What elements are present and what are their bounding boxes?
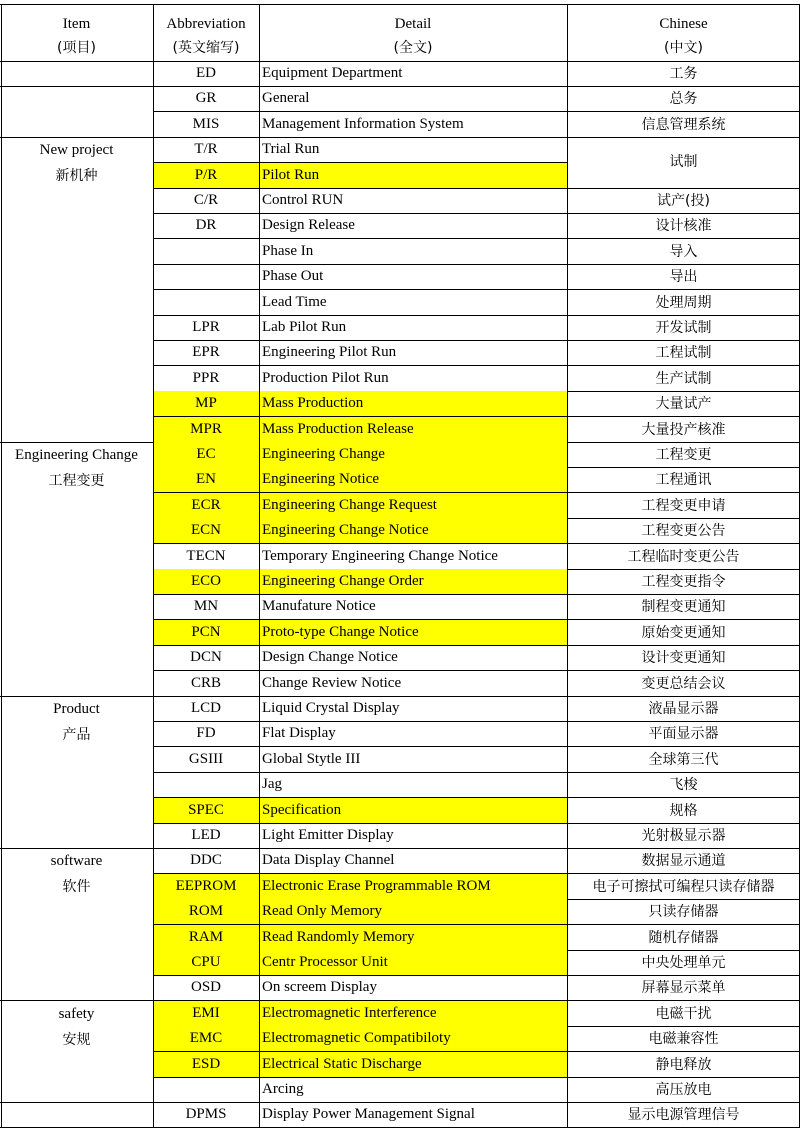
detail-cell: Global Stytle III <box>262 750 361 767</box>
abbreviation-cell: DPMS <box>185 1106 227 1123</box>
abbreviation-cell: TECN <box>186 547 226 564</box>
abbreviation-cell: RAM <box>153 925 259 950</box>
abbreviation-cell: EEPROM <box>153 874 259 899</box>
detail-cell: Data Display Channel <box>262 852 395 869</box>
column-header-en: Detail <box>394 16 432 32</box>
chinese-cell: 生产试制 <box>655 370 712 387</box>
chinese-cell: 电磁兼容性 <box>648 1031 719 1048</box>
detail-cell: Change Review Notice <box>262 674 402 691</box>
abbreviation-cell: EPR <box>192 344 220 361</box>
abbreviation-cell: SPEC <box>153 798 259 823</box>
group-cell <box>0 1001 153 1103</box>
detail-cell: Control RUN <box>262 192 344 208</box>
chinese-cell: 设计变更通知 <box>641 650 726 667</box>
chinese-cell: 工程通讯 <box>655 472 712 489</box>
column-header-zh: (全文) <box>393 40 433 56</box>
detail-cell: Liquid Crystal Display <box>262 700 400 716</box>
grid-line <box>0 4 800 5</box>
abbreviation-cell: PPR <box>192 369 220 386</box>
group-label-zh: 产品 <box>62 727 91 743</box>
abbreviation-cell: ESD <box>153 1052 259 1077</box>
chinese-cell: 设计核准 <box>655 218 712 235</box>
group-label-en: software <box>50 853 103 870</box>
abbreviation-cell <box>153 290 259 315</box>
grid-line <box>259 4 260 1128</box>
detail-cell: Centr Processor Unit <box>259 950 567 975</box>
abbreviation-cell: EN <box>153 467 259 492</box>
detail-cell: Engineering Change Notice <box>259 518 567 543</box>
abbreviation-cell: ECN <box>153 518 259 543</box>
group-cell <box>0 442 153 696</box>
detail-cell: Design Release <box>262 217 355 234</box>
chinese-cell: 导出 <box>669 269 698 286</box>
column-header-en: Abbreviation <box>166 16 246 32</box>
detail-cell: Engineering Change Request <box>259 493 567 518</box>
group-cell <box>0 86 153 137</box>
detail-cell: Mass Production Release <box>259 417 567 442</box>
chinese-cell: 原始变更通知 <box>641 624 726 641</box>
detail-cell: Light Emitter Display <box>262 827 394 843</box>
abbreviation-cell: LCD <box>191 700 221 716</box>
group-label-zh: 新机种 <box>55 168 98 185</box>
chinese-cell: 开发试制 <box>655 320 712 336</box>
group-label-en: New project <box>39 142 114 159</box>
column-header-zh: (中文) <box>664 40 703 56</box>
chinese-cell: 制程变更通知 <box>641 599 726 616</box>
column-header <box>0 4 153 61</box>
abbreviation-cell: MN <box>193 598 219 615</box>
abbreviation-cell: ECR <box>153 493 259 518</box>
detail-cell: Temporary Engineering Change Notice <box>262 547 498 564</box>
grid-line <box>1 4 2 1128</box>
detail-cell: Pilot Run <box>259 163 567 188</box>
column-header-en: Item <box>62 16 91 32</box>
abbreviation-cell: GSIII <box>188 750 224 767</box>
abbreviation-cell: ED <box>196 65 216 81</box>
chinese-cell: 高压放电 <box>655 1082 712 1098</box>
chinese-cell: 信息管理系统 <box>641 116 726 133</box>
abbreviation-cell <box>153 1077 259 1102</box>
abbreviation-cell <box>153 772 259 797</box>
detail-cell: Management Information System <box>262 115 464 132</box>
grid-line <box>567 4 568 1128</box>
detail-cell: Lead Time <box>262 293 327 310</box>
detail-cell: General <box>262 90 310 107</box>
chinese-cell: 数据显示通道 <box>641 853 726 870</box>
abbreviation-cell: T/R <box>194 141 218 158</box>
chinese-cell: 大量试产 <box>655 396 712 413</box>
abbreviation-cell: LPR <box>192 319 220 335</box>
detail-cell: Manufature Notice <box>262 598 376 615</box>
column-header <box>567 4 800 61</box>
detail-cell: On screem Display <box>262 979 377 996</box>
chinese-cell: 电子可擦拭可编程只读存储器 <box>592 878 775 895</box>
detail-cell: Electronic Erase Programmable ROM <box>259 874 567 899</box>
group-cell <box>0 696 153 848</box>
abbreviation-cell: MIS <box>192 115 220 132</box>
detail-cell: Lab Pilot Run <box>262 319 347 335</box>
detail-cell: Engineering Pilot Run <box>262 344 397 361</box>
column-header-en: Chinese <box>659 16 708 32</box>
column-header-zh: (英文缩写) <box>172 40 240 56</box>
abbreviation-cell: FD <box>196 725 216 742</box>
detail-cell: Arcing <box>262 1081 304 1097</box>
chinese-cell: 试制 <box>669 154 698 171</box>
abbreviation-cell: ROM <box>153 899 259 924</box>
detail-cell: Production Pilot Run <box>262 369 389 386</box>
detail-cell: Engineering Change <box>259 442 567 467</box>
chinese-cell: 静电释放 <box>655 1056 712 1073</box>
chinese-cell: 电磁干扰 <box>655 1005 712 1022</box>
detail-cell: Flat Display <box>262 725 336 742</box>
group-label-en: Product <box>53 701 100 717</box>
detail-cell: Trial Run <box>262 141 320 158</box>
detail-cell: Proto-type Change Notice <box>259 620 567 645</box>
chinese-cell: 大量投产核准 <box>641 421 726 438</box>
chinese-cell: 显示电源管理信号 <box>627 1107 740 1124</box>
abbreviation-cell: MPR <box>153 417 259 442</box>
chinese-cell: 中央处理单元 <box>641 955 726 971</box>
group-label-zh: 工程变更 <box>48 473 105 489</box>
detail-cell: Jag <box>262 776 282 793</box>
chinese-cell: 飞梭 <box>669 777 698 794</box>
chinese-cell: 屏幕显示菜单 <box>641 980 726 997</box>
column-header-zh: (项目) <box>57 40 96 56</box>
group-cell <box>0 61 153 86</box>
detail-cell: Electrical Static Discharge <box>259 1052 567 1077</box>
chinese-cell: 总务 <box>669 91 698 108</box>
grid-line <box>153 4 154 1128</box>
chinese-cell: 只读存储器 <box>648 904 719 921</box>
column-header <box>153 4 259 61</box>
chinese-cell: 光射极显示器 <box>641 828 726 844</box>
abbreviation-cell <box>153 239 259 264</box>
chinese-cell: 变更总结会议 <box>641 675 726 692</box>
chinese-cell: 工务 <box>669 66 698 82</box>
chinese-cell: 工程变更 <box>655 447 712 463</box>
abbreviation-cell: EC <box>153 442 259 467</box>
abbreviation-cell: DR <box>195 217 217 234</box>
chinese-cell: 全球第三代 <box>648 751 719 768</box>
chinese-cell: 随机存储器 <box>648 929 719 946</box>
detail-cell: Design Change Notice <box>262 649 398 666</box>
abbreviation-cell: EMC <box>153 1026 259 1051</box>
detail-cell: Read Randomly Memory <box>259 925 567 950</box>
detail-cell: Phase In <box>262 242 314 259</box>
detail-cell: Equipment Department <box>262 65 403 81</box>
group-label-zh: 软件 <box>62 879 91 896</box>
detail-cell: Specification <box>259 798 567 823</box>
detail-cell: Electromagnetic Interference <box>259 1001 567 1026</box>
detail-cell: Engineering Change Order <box>259 569 567 594</box>
group-cell <box>0 137 153 442</box>
detail-cell: Mass Production <box>259 391 567 416</box>
grid-line <box>799 4 800 1128</box>
abbreviation-cell <box>153 264 259 289</box>
abbreviation-cell: MP <box>153 391 259 416</box>
chinese-cell: 工程试制 <box>655 345 712 362</box>
column-header <box>259 4 567 61</box>
abbreviation-cell: PCN <box>153 620 259 645</box>
abbreviation-cell: CRB <box>190 674 221 691</box>
abbreviation-cell: DCN <box>190 649 222 666</box>
chinese-cell: 平面显示器 <box>648 726 719 743</box>
chinese-cell: 处理周期 <box>655 294 712 311</box>
group-cell <box>0 848 153 1000</box>
chinese-cell: 液晶显示器 <box>648 701 719 717</box>
abbreviation-cell: C/R <box>193 192 219 208</box>
chinese-cell: 导入 <box>669 243 698 260</box>
chinese-cell: 工程变更公告 <box>641 523 726 540</box>
group-label-en: Engineering Change <box>15 447 138 463</box>
abbreviation-cell: GR <box>195 90 217 107</box>
chinese-cell: 规格 <box>669 802 698 819</box>
abbreviation-cell: DDC <box>190 852 222 869</box>
chinese-cell: 工程变更指令 <box>641 574 726 590</box>
group-label-en: safety <box>58 1005 95 1022</box>
abbreviation-cell: P/R <box>153 163 259 188</box>
grid-line <box>0 61 800 62</box>
abbreviation-cell: EMI <box>153 1001 259 1026</box>
detail-cell: Engineering Notice <box>259 467 567 492</box>
chinese-cell: 试产(投) <box>657 193 710 209</box>
group-cell <box>0 1102 153 1127</box>
detail-cell: Electromagnetic Compatibiloty <box>259 1026 567 1051</box>
abbreviation-cell: CPU <box>153 950 259 975</box>
detail-cell: Phase Out <box>262 268 324 285</box>
group-label-zh: 安规 <box>62 1031 91 1048</box>
detail-cell: Display Power Management Signal <box>262 1106 475 1123</box>
abbreviation-cell: ECO <box>153 569 259 594</box>
abbreviation-cell: OSD <box>190 979 221 996</box>
chinese-cell: 工程变更申请 <box>641 497 726 514</box>
chinese-cell: 工程临时变更公告 <box>627 548 740 565</box>
detail-cell: Read Only Memory <box>259 899 567 924</box>
abbreviation-cell: LED <box>191 827 221 843</box>
